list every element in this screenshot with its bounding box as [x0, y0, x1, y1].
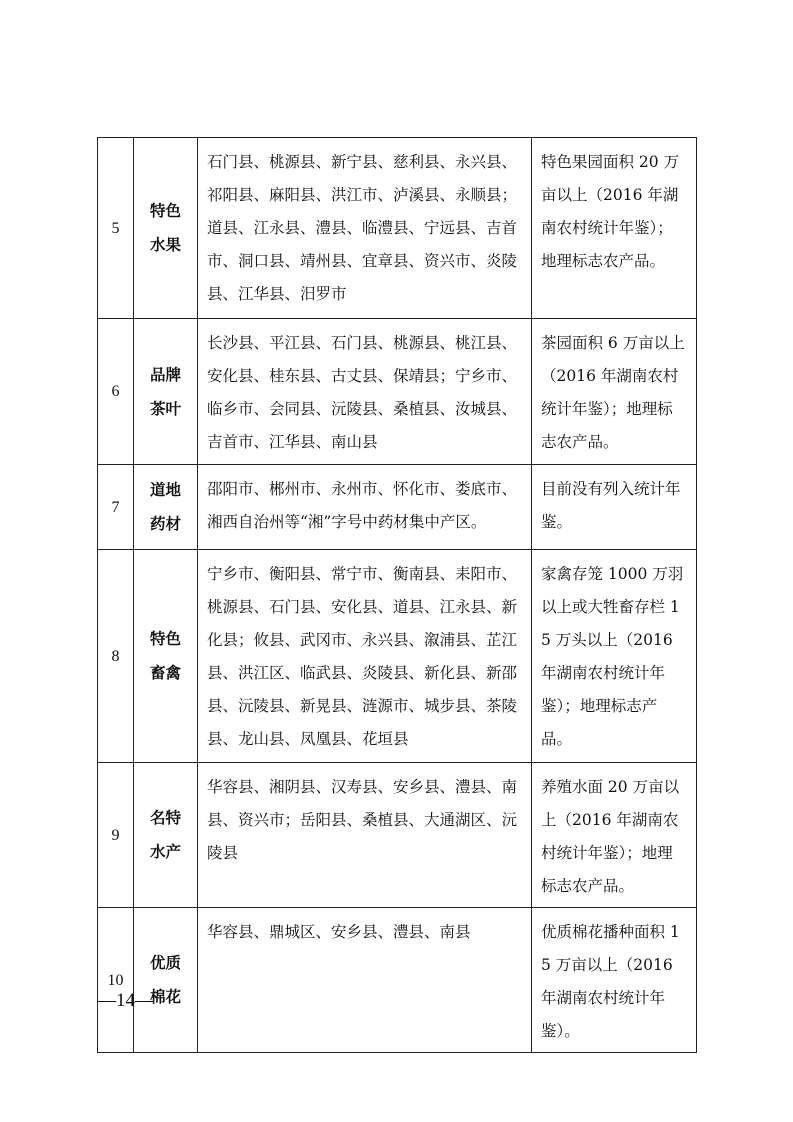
condition-text: 家禽存笼 1000 万羽以上或大牲畜存栏 15 万头以上（2016 年湖南农村统计年鉴）；地理标志产品。: [541, 565, 684, 748]
row-index: 6: [98, 319, 134, 465]
category-line: 水果: [149, 235, 181, 254]
condition-cell: [532, 908, 697, 1053]
category-cell: [134, 319, 198, 465]
areas-cell: [198, 138, 532, 319]
row-index: 5: [98, 138, 134, 319]
areas-text: 长沙县、平江县、石门县、桃源县、桃江县、安化县、桂东县、古丈县、保靖县；宁乡市、临乡市、会同县、沅陵县、桑植县、汝城县、吉首市、江华县、南山县: [207, 334, 518, 451]
row-index: 8: [98, 550, 134, 763]
table-row: [98, 763, 697, 908]
category-line: 棉花: [149, 987, 181, 1006]
areas-cell: [198, 908, 532, 1053]
condition-text: 养殖水面 20 万亩以上（2016 年湖南农村统计年鉴）；地理标志农产品。: [541, 778, 680, 895]
category-line: 茶叶: [149, 398, 181, 418]
condition-cell: [532, 465, 697, 550]
areas-cell: [198, 319, 532, 465]
category-cell: [134, 465, 198, 550]
category-line: 特色: [149, 629, 181, 648]
table-row: [98, 908, 697, 1053]
condition-text: 茶园面积 6 万亩以上（2016 年湖南农村统计年鉴）；地理标志农产品。: [541, 334, 685, 451]
areas-text: 华容县、鼎城区、安乡县、澧县、南县: [207, 923, 471, 941]
condition-cell: [532, 550, 697, 763]
table-row: [98, 465, 697, 550]
product-table: [97, 137, 697, 1053]
areas-cell: [198, 550, 532, 763]
condition-text: 特色果园面积 20 万亩以上（2016 年湖南农村统计年鉴）；地理标志农产品。: [541, 153, 680, 270]
areas-text: 邵阳市、郴州市、永州市、怀化市、娄底市、湘西自治州等“湘”字号中药材集中产区。: [207, 480, 518, 531]
areas-text: 宁乡市、衡阳县、常宁市、衡南县、耒阳市、桃源县、石门县、安化县、道县、江永县、新化县；攸县、武冈市、永兴县、溆浦县、芷江县、洪江区、临武县、炎陵县、新化县、新邵县、沅陵县、新晃县、涟源市、城步县、茶陵县、龙山县、凤凰县、花垣县: [207, 565, 518, 748]
condition-cell: [532, 319, 697, 465]
category-line: 药材: [149, 514, 181, 533]
category-line: 特色: [149, 201, 181, 220]
areas-cell: [198, 465, 532, 550]
category-line: 畜禽: [149, 663, 181, 682]
category-cell: [134, 138, 198, 319]
areas-cell: [198, 763, 532, 908]
category-line: 品牌: [149, 364, 181, 384]
areas-text: 华容县、湘阴县、汉寿县、安乡县、澧县、南县、资兴市；岳阳县、桑植县、大通湖区、沅陵县: [207, 778, 518, 862]
table-row: [98, 138, 697, 319]
page-number: —14—: [97, 990, 154, 1011]
areas-text: 石门县、桃源县、新宁县、慈利县、永兴县、祁阳县、麻阳县、洪江市、泸溪县、永顺县；道县、江永县、澧县、临澧县、宁远县、吉首市、洞口县、靖州县、宜章县、资兴市、炎陵县、江华县、汨罗市: [207, 153, 518, 303]
category-cell: [134, 550, 198, 763]
condition-text: 优质棉花播种面积 15 万亩以上（2016 年湖南农村统计年鉴）。: [541, 923, 680, 1040]
row-index: 7: [98, 465, 134, 550]
category-cell: [134, 908, 198, 1053]
row-index: 10: [98, 908, 134, 1053]
category-line: 水产: [149, 842, 181, 861]
category-line: 道地: [149, 480, 181, 499]
table-row: [98, 319, 697, 465]
condition-cell: [532, 138, 697, 319]
category-line: 优质: [149, 953, 181, 972]
row-index: 9: [98, 763, 134, 908]
condition-cell: [532, 763, 697, 908]
table-row: [98, 550, 697, 763]
category-line: 名特: [149, 808, 181, 827]
condition-text: 目前没有列入统计年鉴。: [541, 480, 681, 531]
category-cell: [134, 763, 198, 908]
